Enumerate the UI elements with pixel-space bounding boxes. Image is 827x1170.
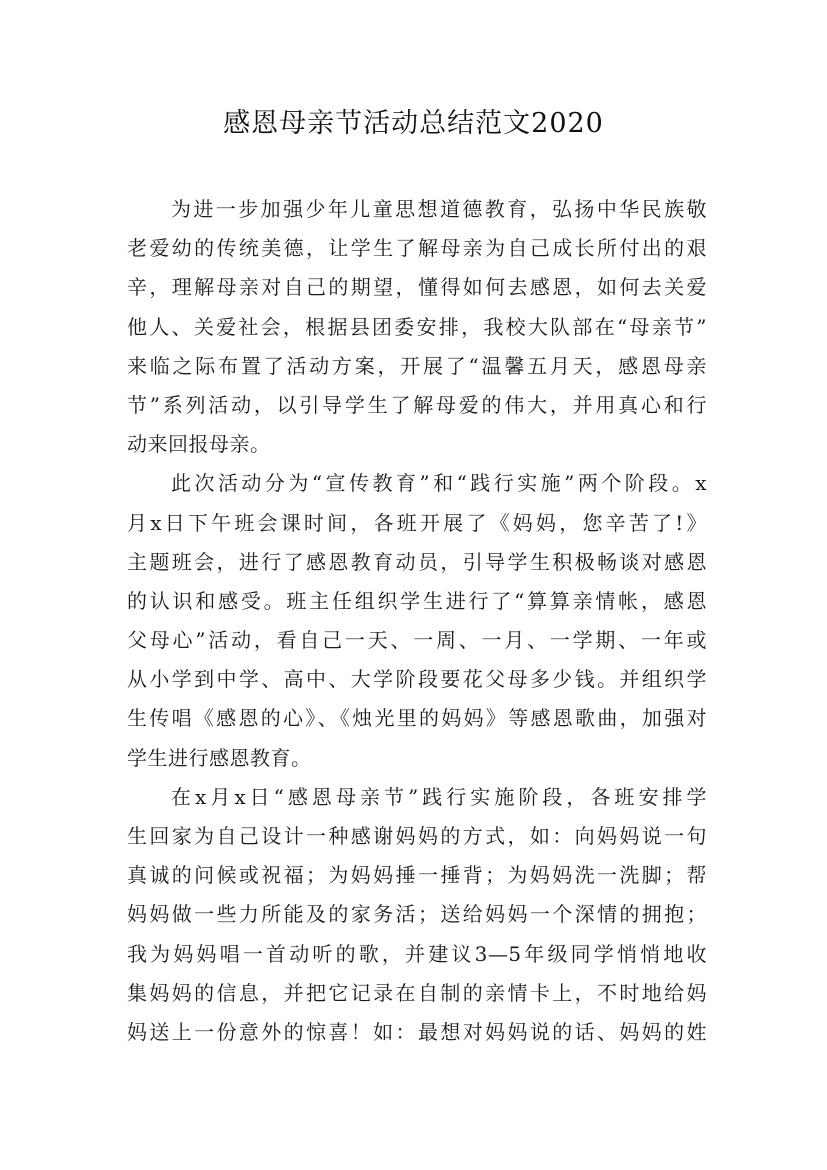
- paragraph-line: 在x月x日“感恩母亲节”践行实施阶段，各班安排学: [171, 784, 707, 809]
- paragraph-line: 真诚的问候或祝福；为妈妈捶一捶背；为妈妈洗一洗脚；帮: [127, 863, 707, 888]
- paragraph-line: 的认识和感受。班主任组织学生进行了“算算亲情帐，感恩: [127, 588, 707, 613]
- paragraph-line: 生传唱《感恩的心》、《烛光里的妈妈》等感恩歌曲，加强对: [127, 706, 707, 731]
- paragraph-line: 我为妈妈唱一首动听的歌，并建议3—5年级同学悄悄地收: [127, 941, 707, 966]
- paragraph-line: 辛，理解母亲对自己的期望，懂得如何去感恩，如何去关爱: [127, 275, 707, 300]
- paragraph-line: 月x日下午班会课时间，各班开展了《妈妈，您辛苦了!》: [127, 510, 707, 535]
- paragraph-line: 老爱幼的传统美德，让学生了解母亲为自己成长所付出的艰: [127, 236, 707, 261]
- paragraph-line: 学生进行感恩教育。: [127, 745, 312, 770]
- document-title: 感恩母亲节活动总结范文2020: [223, 108, 604, 139]
- paragraph-line: 动来回报母亲。: [127, 432, 271, 457]
- paragraph-line: 为进一步加强少年儿童思想道德教育，弘扬中华民族敬: [171, 197, 707, 221]
- paragraph-line: 他人、关爱社会，根据县团委安排，我校大队部在“母亲节”: [127, 314, 707, 339]
- document-body: [127, 190, 707, 1052]
- paragraph-line: 妈妈做一些力所能及的家务活；送给妈妈一个深情的拥抱；: [127, 902, 707, 927]
- paragraph-line: 生回家为自己设计一种感谢妈妈的方式，如：向妈妈说一句: [127, 824, 707, 848]
- paragraph-line: 从小学到中学、高中、大学阶段要花父母多少钱。并组织学: [127, 667, 707, 692]
- paragraph-line: 主题班会，进行了感恩教育动员，引导学生积极畅谈对感恩: [127, 549, 707, 574]
- paragraph-line: 来临之际布置了活动方案，开展了“温馨五月天，感恩母亲: [127, 353, 707, 378]
- paragraph-line: 集妈妈的信息，并把它记录在自制的亲情卡上，不时地给妈: [127, 980, 707, 1005]
- paragraph-line: 节”系列活动，以引导学生了解母爱的伟大，并用真心和行: [127, 392, 707, 417]
- paragraph-line: 妈送上一份意外的惊喜！如：最想对妈妈说的话、妈妈的姓: [127, 1019, 707, 1044]
- paragraph-line: 父母心”活动，看自己一天、一周、一月、一学期、一年或: [127, 628, 707, 653]
- paragraph-line: 此次活动分为“宣传教育”和“践行实施”两个阶段。x: [171, 471, 707, 496]
